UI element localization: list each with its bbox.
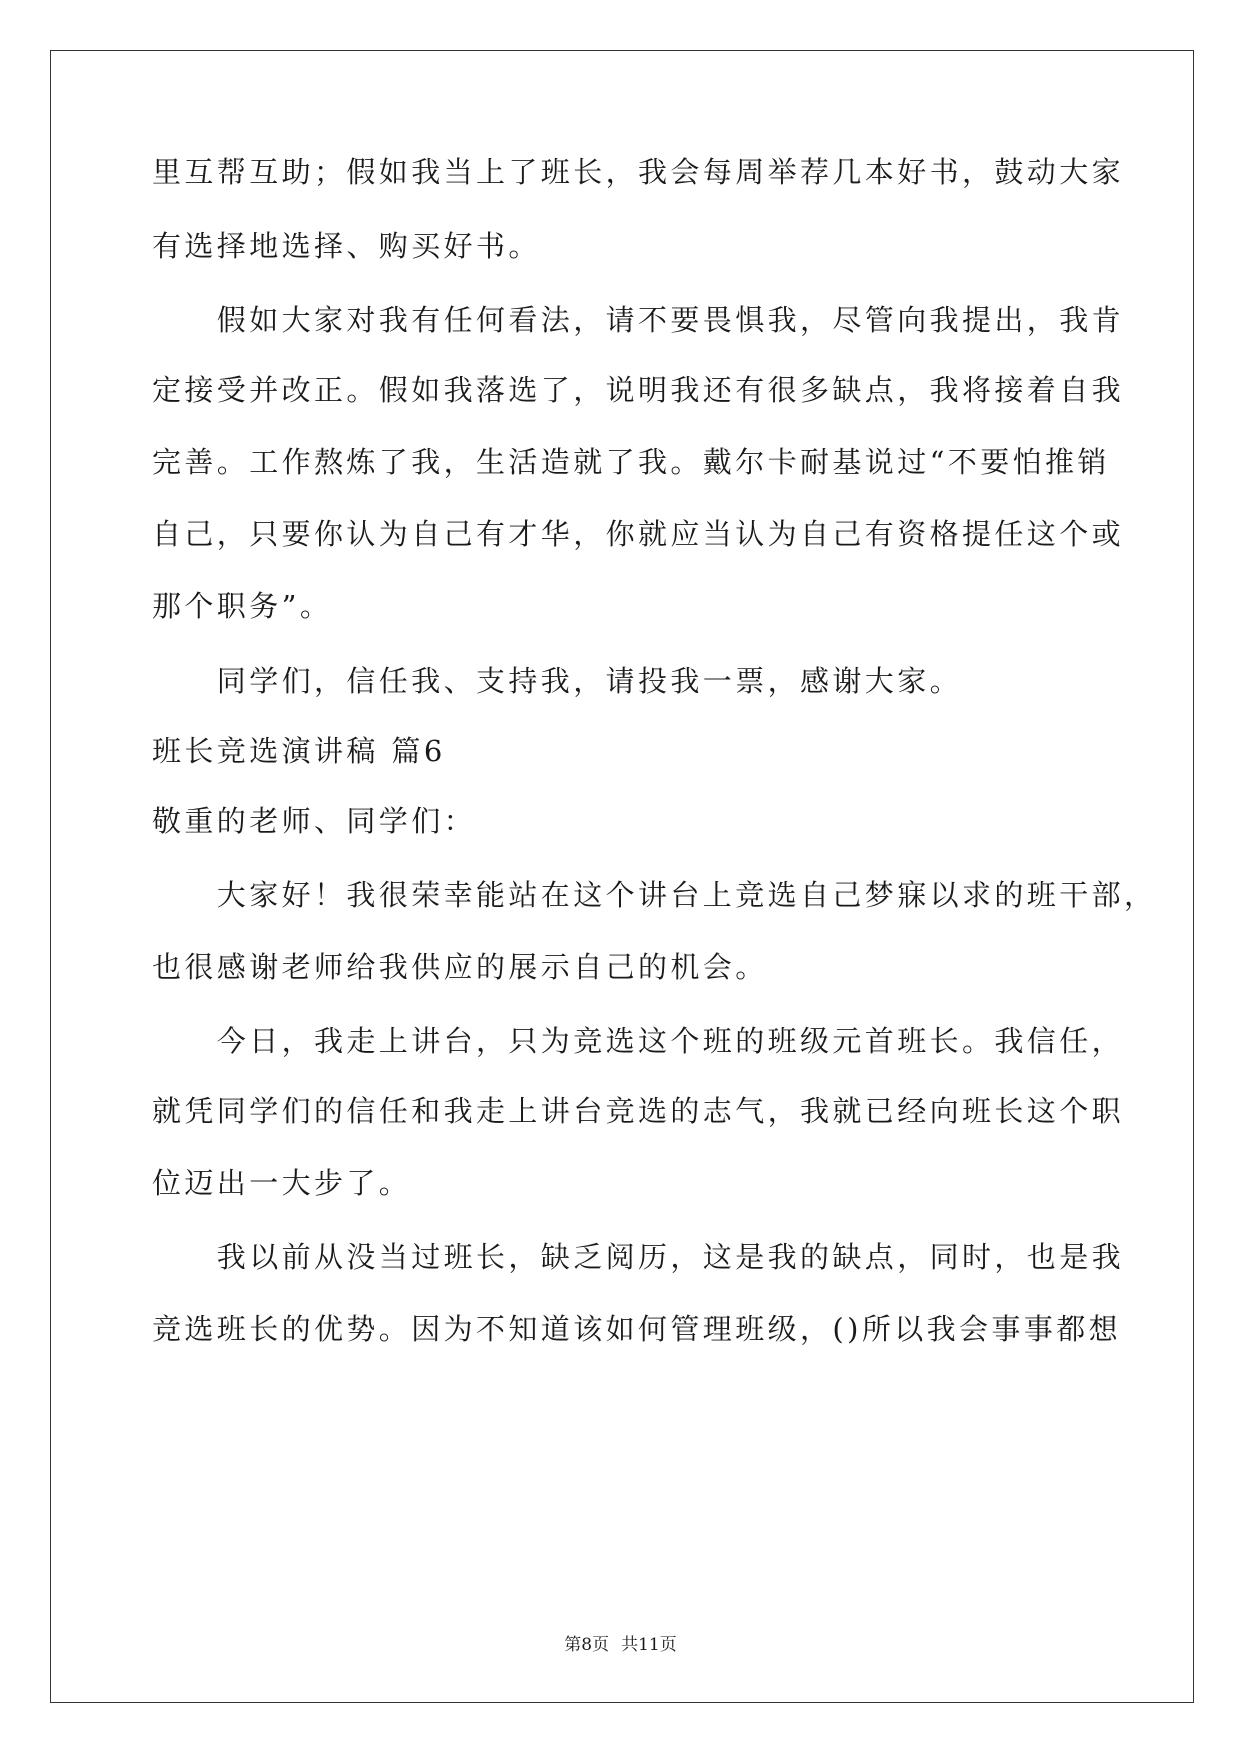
text-line: 竞选班长的优势。因为不知道该如何管理班级，()所以我会事事都想 bbox=[152, 1312, 1122, 1346]
text-line: 就凭同学们的信任和我走上讲台竞选的志气，我就已经向班长这个职 bbox=[152, 1094, 1125, 1128]
text-line: 同学们，信任我、支持我，请投我一票，感谢大家。 bbox=[152, 664, 963, 698]
text-line: 自己，只要你认为自己有才华，你就应当认为自己有资格提任这个或 bbox=[152, 517, 1125, 551]
text-line: 也很感谢老师给我供应的展示自己的机会。 bbox=[152, 950, 768, 984]
text-line: 那个职务”。 bbox=[152, 589, 333, 623]
text-line: 大家好！我很荣幸能站在这个讲台上竞选自己梦寐以求的班干部， bbox=[152, 878, 1157, 912]
page-number: 第8页 bbox=[564, 1635, 610, 1655]
text-line: 定接受并改正。假如我落选了，说明我还有很多缺点，我将接着自我 bbox=[152, 373, 1125, 407]
salutation: 敬重的老师、同学们： bbox=[152, 804, 477, 838]
text-line: 我以前从没当过班长，缺乏阅历，这是我的缺点，同时，也是我 bbox=[152, 1240, 1125, 1274]
text-line: 位迈出一大步了。 bbox=[152, 1166, 412, 1200]
text-line: 有选择地选择、购买好书。 bbox=[152, 229, 541, 263]
text-line: 假如大家对我有任何看法，请不要畏惧我，尽管向我提出，我肯 bbox=[152, 303, 1125, 337]
page-total: 共11页 bbox=[621, 1635, 677, 1655]
text-line: 完善。工作熬炼了我，生活造就了我。戴尔卡耐基说过“不要怕推销 bbox=[152, 445, 1110, 479]
text-line: 今日，我走上讲台，只为竞选这个班的班级元首班长。我信任， bbox=[152, 1024, 1125, 1058]
text-line: 里互帮互助；假如我当上了班长，我会每周举荐几本好书，鼓动大家 bbox=[152, 155, 1125, 189]
page-footer bbox=[0, 1630, 1241, 1655]
section-heading: 班长竞选演讲稿 篇6 bbox=[152, 734, 446, 768]
